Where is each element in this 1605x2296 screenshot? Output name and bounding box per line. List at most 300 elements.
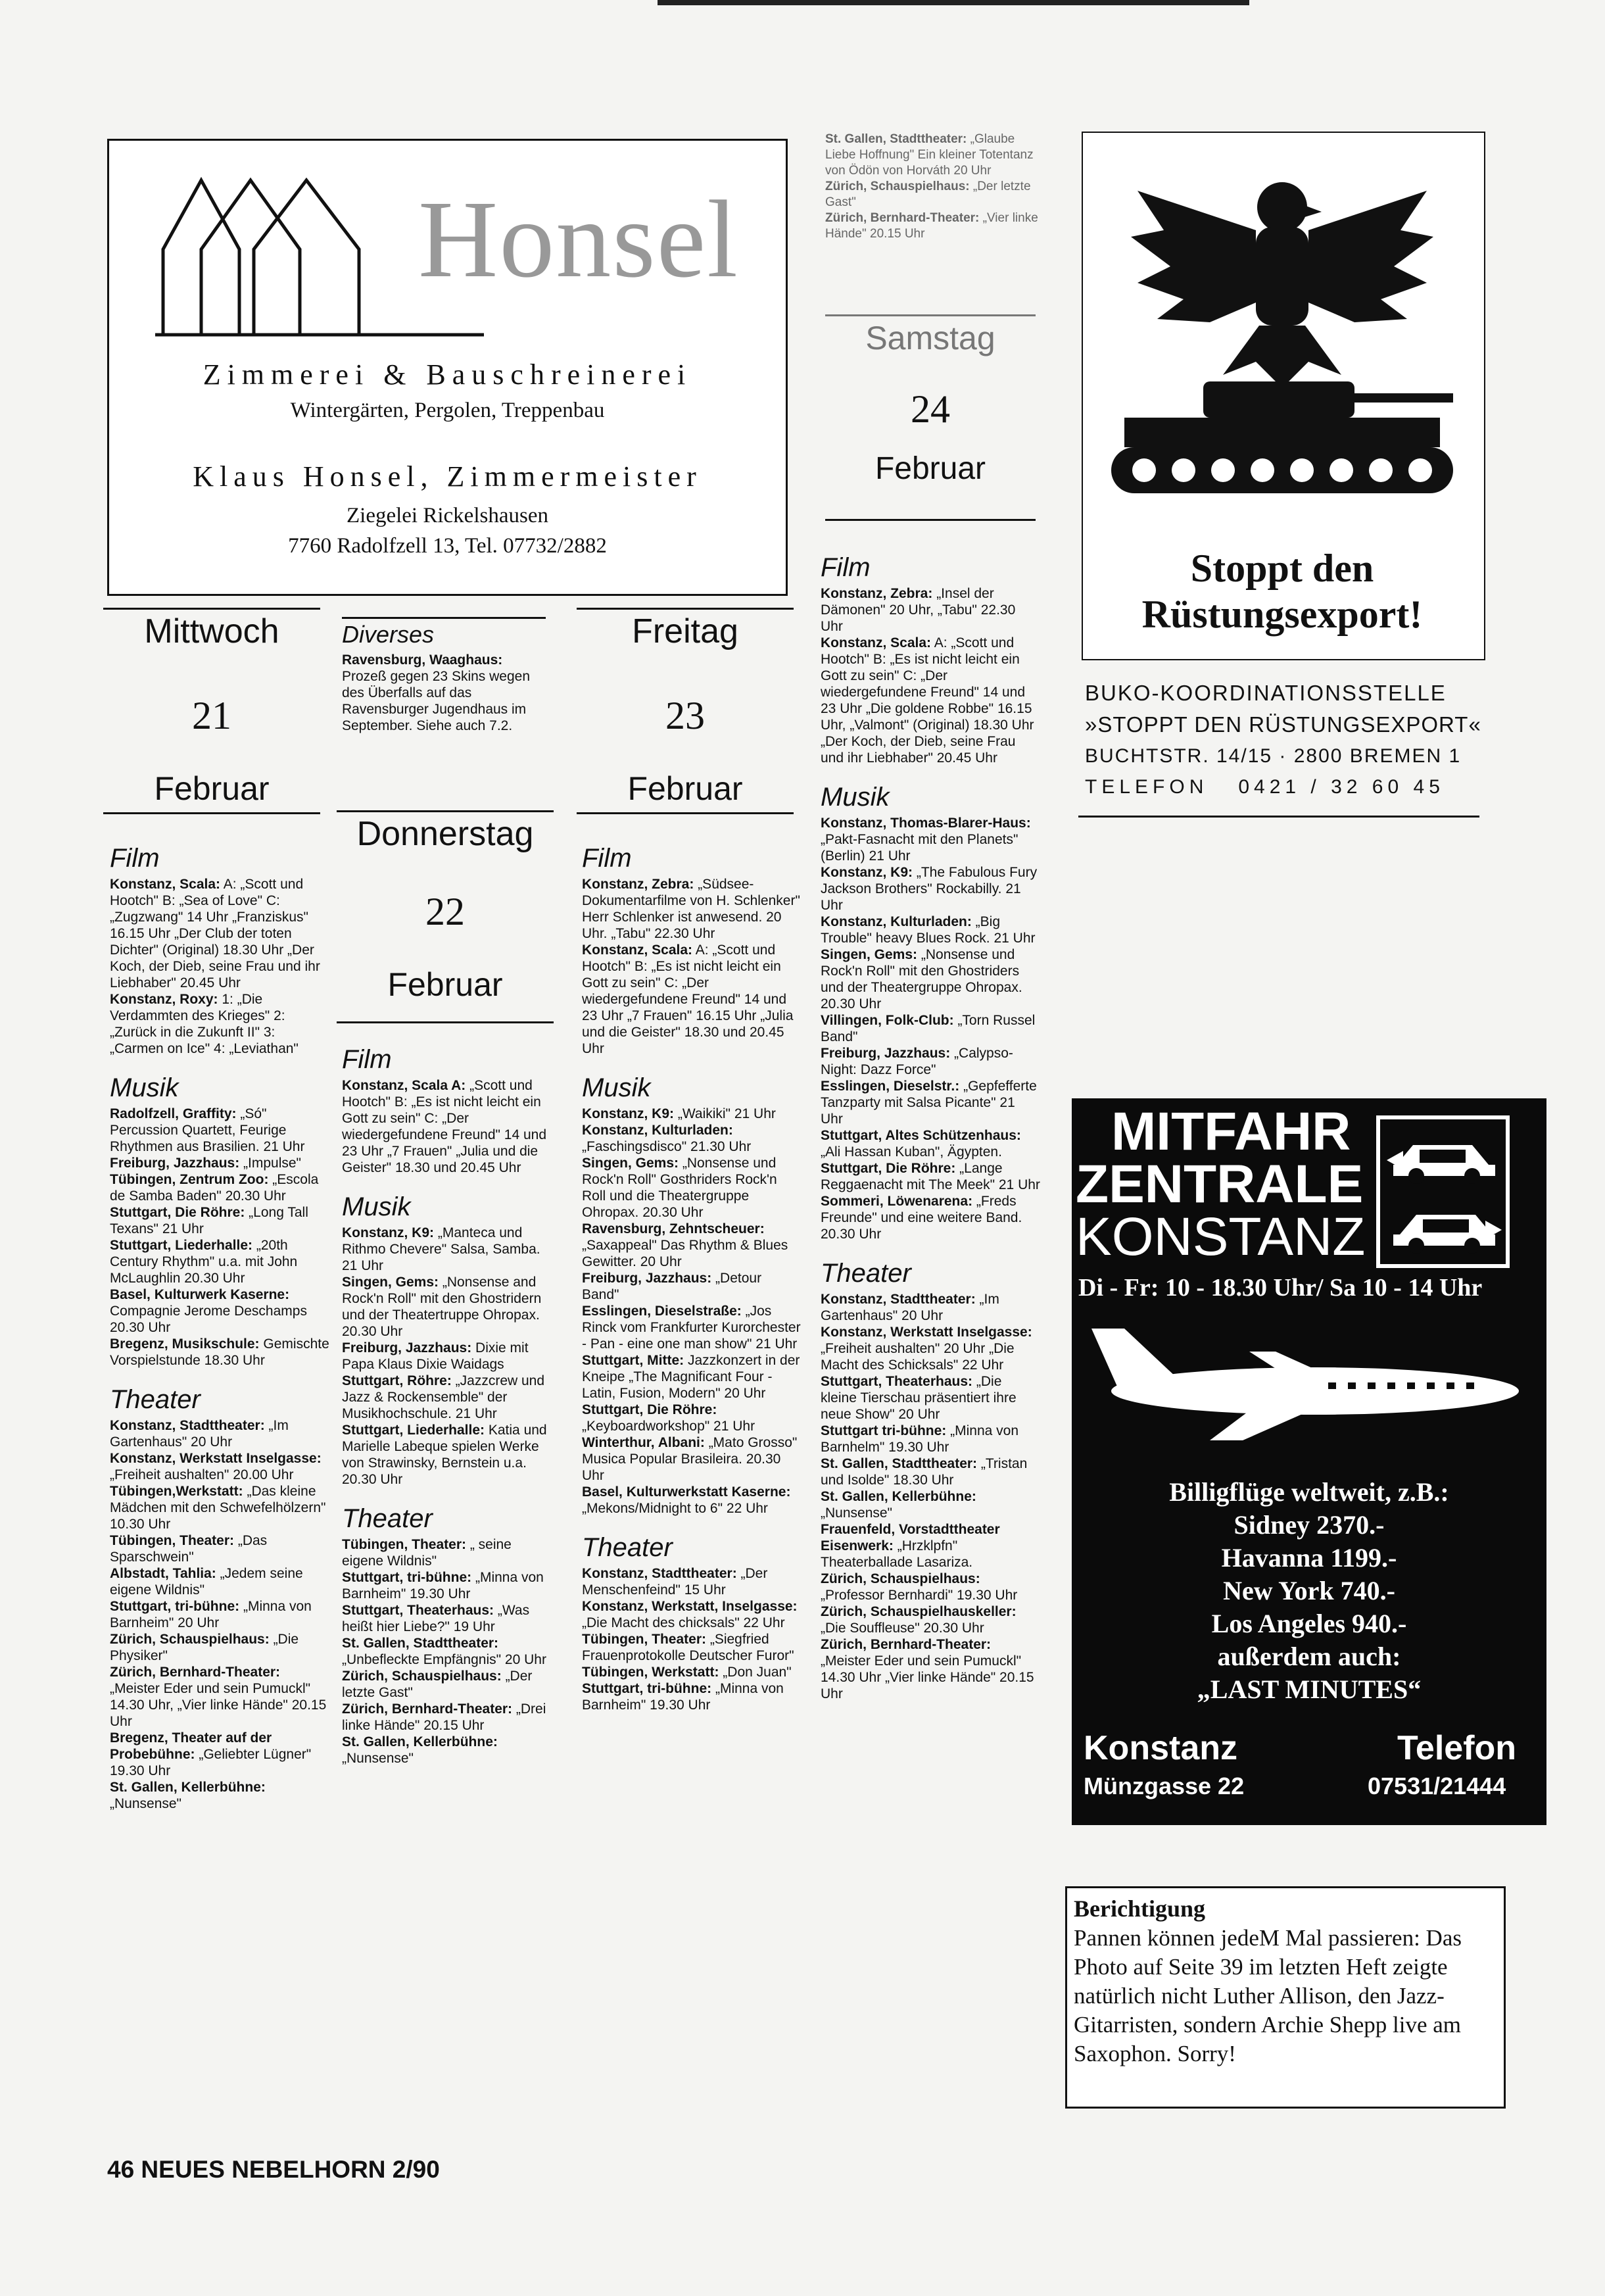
- day-header-donnerstag: [337, 810, 554, 1023]
- listing-entry: [110, 1532, 330, 1565]
- listing-entry: [582, 942, 802, 1057]
- venue: Konstanz, Scala:: [821, 635, 932, 650]
- section-diverses: Diverses: [342, 621, 435, 648]
- ruestung-address-1: BUKO-KOORDINATIONSSTELLE: [1085, 681, 1447, 705]
- day-number: 23: [665, 694, 705, 737]
- scan-top-edge: [658, 0, 1249, 5]
- listing-entry: [821, 1045, 1041, 1078]
- venue: Ravensburg, Zehntscheuer:: [582, 1221, 765, 1236]
- section-film: Film: [110, 844, 160, 873]
- col-freitag-listing: [582, 843, 802, 1713]
- event-info: „Saxappeal" Das Rhythm & Blues Gewitter. 20 Uhr: [582, 1238, 788, 1269]
- listing-entry: [110, 1237, 330, 1286]
- listing-entry: [110, 1204, 330, 1237]
- section-musik: Musik: [110, 1073, 179, 1102]
- day-number: 22: [425, 890, 465, 933]
- listing-entry: [825, 210, 1042, 242]
- event-info: A: „Scott und Hootch" B: „Es ist nicht leicht ein Gott zu sein" C: „Der wiedergefundene Freund" 14 und 23 Uhr „7 Frauen" 16.15 Uhr „Julia und die Geister" 18.30 und 20.45 Uhr: [582, 942, 794, 1056]
- venue: Singen, Gems:: [342, 1275, 439, 1290]
- event-info: „Freiheit aushalten" 20 Uhr „Die Macht des Schicksals" 22 Uhr: [821, 1341, 1015, 1373]
- event-info: „Waikiki" 21 Uhr: [674, 1106, 776, 1121]
- venue: Stuttgart, tri-bühne:: [342, 1570, 472, 1585]
- venue: Stuttgart, tri-bühne:: [110, 1599, 240, 1614]
- mitfahr-extra-1: außerdem auch:: [1217, 1642, 1401, 1671]
- listing-entry: [821, 1571, 1041, 1603]
- mitfahr-title-1: MITFAHR: [1111, 1102, 1351, 1161]
- col-top-right-listing: [825, 132, 1042, 242]
- event-info: „Im Gartenhaus" 20 Uhr: [821, 1292, 999, 1323]
- listing-entry: [110, 1631, 330, 1664]
- venue: Villingen, Folk-Club:: [821, 1013, 954, 1028]
- event-info: „Nunsense": [110, 1796, 182, 1811]
- ruestung-address-3: BUCHTSTR. 14/15 · 2800 BREMEN 1: [1085, 745, 1462, 767]
- event-info: „Torn Russel Band": [821, 1013, 1036, 1044]
- listing-entry: [821, 1488, 1041, 1521]
- venue: Zürich, Bernhard-Theater:: [342, 1701, 513, 1717]
- event-info: „Der letzte Gast": [342, 1669, 533, 1700]
- listing-entry: [342, 1225, 552, 1274]
- listing-entry: [110, 1450, 330, 1483]
- listing-entry: [821, 1521, 1041, 1571]
- mitfahr-ad: [1072, 1098, 1546, 1825]
- event-info: „Lange Reggaenacht mit The Meek" 21 Uhr: [821, 1161, 1040, 1192]
- listing-entry: [582, 1303, 802, 1352]
- event-info: „Die Physiker": [110, 1632, 299, 1663]
- day-number: 24: [911, 387, 950, 431]
- venue: Basel, Kulturwerkstatt Kaserne:: [582, 1484, 791, 1500]
- listing-entry: [110, 991, 330, 1057]
- listing-entry: [342, 1422, 552, 1488]
- car-icon: [1387, 1198, 1502, 1258]
- event-info: „Detour Band": [582, 1271, 762, 1302]
- venue: Konstanz, Werkstatt, Inselgasse:: [582, 1599, 798, 1614]
- mitfahr-hours: Di - Fr: 10 - 18.30 Uhr/ Sa 10 - 14 Uhr: [1078, 1274, 1483, 1302]
- venue: Stuttgart, Die Röhre:: [110, 1205, 245, 1220]
- col-donnerstag-listing: [342, 1044, 552, 1767]
- event-info: „Nunsense": [821, 1505, 893, 1521]
- event-info: „Freds Freunde" und eine weitere Band. 20.30 Uhr: [821, 1194, 1022, 1242]
- event-info: Katia und Marielle Labeque spielen Werke von Strawinsky, Bernstein u.a. 20.30 Uhr: [342, 1423, 547, 1487]
- venue: Stuttgart, Die Röhre:: [582, 1402, 717, 1417]
- event-info: „The Fabulous Fury Jackson Brothers" Rockabilly. 21 Uhr: [821, 865, 1038, 913]
- venue: Stuttgart, Mitte:: [582, 1353, 684, 1368]
- venue: Zürich, Schauspielhaus:: [825, 180, 970, 193]
- venue: St. Gallen, Kellerbühne:: [821, 1489, 976, 1504]
- listing-entry: [110, 1417, 330, 1450]
- honsel-services: Wintergärten, Pergolen, Treppenbau: [290, 399, 605, 422]
- day-name: Donnerstag: [356, 815, 534, 853]
- section-theater: Theater: [342, 1504, 433, 1533]
- section-musik: Musik: [342, 1192, 411, 1221]
- section-theater: Theater: [110, 1385, 201, 1414]
- correction-text: Pannen können jedeM Mal passieren: Das Photo auf Seite 39 im letzten Heft zeigte natürlich nicht Luther Allison, den Jazz-Gitarristen, sondern Archie Shepp live am Saxophon. Sorry!: [1074, 1925, 1462, 2066]
- event-info: 1: „Die Verdammten des Krieges" 2: „Zurück in die Zukunft II" 3: „Carmen on Ice" 4: „Leviathan": [110, 992, 299, 1056]
- event-info: „Mato Grosso" Musica Popular Brasileira. 20.30 Uhr: [582, 1435, 798, 1483]
- car-panel: [1376, 1115, 1510, 1268]
- listing-entry: [110, 1598, 330, 1631]
- event-info: „Der Menschenfeind" 15 Uhr: [582, 1566, 768, 1598]
- col-mittwoch-listing: [110, 843, 330, 1812]
- event-info: „Nonsense und Rock'n Roll" mit den Ghostriders und der Theatergruppe Ohropax. 20.30 Uhr: [821, 947, 1022, 1012]
- listing-entry: [342, 1701, 552, 1734]
- listing-entry: [582, 1664, 802, 1680]
- event-info: „Minna von Barnheim" 19.30 Uhr: [582, 1681, 784, 1713]
- event-info: „Don Juan": [719, 1665, 792, 1680]
- listing-entry: [582, 1434, 802, 1484]
- day-header-samstag: [825, 314, 1036, 521]
- section-film: Film: [821, 553, 871, 582]
- event-info: „Jazzcrew und Jazz & Rockensemble" der Musikhochschule. 21 Uhr: [342, 1373, 545, 1421]
- event-info: „Mekons/Midnight to 6" 22 Uhr: [582, 1501, 768, 1516]
- section-film: Film: [342, 1045, 392, 1074]
- venue: Freiburg, Jazzhaus:: [342, 1340, 472, 1356]
- ruestung-address-2: »STOPPT DEN RÜSTUNGSEXPORT«: [1085, 712, 1481, 737]
- honsel-owner: Klaus Honsel, Zimmermeister: [193, 460, 702, 493]
- event-info: „Impulse": [239, 1156, 302, 1171]
- event-info: „Scott und Hootch" B: „Es ist nicht leicht ein Gott zu sein" C: „Der wiedergefundene Freund" 14 und 23 Uhr „7 Frauen" „Julia und die Geister" 18.30 und 20.45 Uhr: [342, 1078, 547, 1175]
- venue: Stuttgart, Theaterhaus:: [821, 1374, 973, 1389]
- event-info: „Pakt-Fasnacht mit den Planets" (Berlin) 21 Uhr: [821, 832, 1018, 864]
- honsel-logo: Honsel: [418, 178, 739, 301]
- venue: St. Gallen, Stadttheater:: [825, 132, 967, 146]
- event-info: „Meister Eder und sein Pumuckl" 14.30 Uhr „Vier linke Hände" 20.15 Uhr: [821, 1653, 1034, 1701]
- venue: Basel, Kulturwerk Kaserne:: [110, 1287, 290, 1302]
- venue: Konstanz, Stadttheater:: [821, 1292, 976, 1307]
- event-info: „Insel der Dämonen" 20 Uhr, „Tabu" 22.30 Uhr: [821, 586, 1016, 634]
- listing-entry: [821, 1324, 1041, 1373]
- event-info: Dixie mit Papa Klaus Dixie Waidags: [342, 1340, 529, 1372]
- ruestung-address-4: TELEFON 0421 / 32 60 45: [1085, 776, 1445, 798]
- venue: Ravensburg, Waaghaus:: [342, 652, 503, 668]
- event-info: „Escola de Samba Baden" 20.30 Uhr: [110, 1172, 319, 1204]
- listing-entry: [342, 1734, 552, 1767]
- page-footer: 46 NEUES NEBELHORN 2/90: [107, 2156, 440, 2183]
- venue: Konstanz, Werkstatt Inselgasse:: [110, 1451, 322, 1466]
- event-info: „ seine eigene Wildnis": [342, 1537, 512, 1569]
- venue: Radolfzell, Graffity:: [110, 1106, 237, 1121]
- listing-entry: [821, 1160, 1041, 1193]
- col-diverses-listing: [342, 617, 546, 734]
- event-info: „Faschingsdisco" 21.30 Uhr: [582, 1139, 752, 1154]
- venue: Konstanz, K9:: [582, 1106, 675, 1121]
- event-info: „Die Souffleuse" 20.30 Uhr: [821, 1621, 984, 1636]
- listing-entry: [821, 585, 1041, 635]
- venue: Konstanz, Zebra:: [582, 877, 694, 892]
- venue: Esslingen, Dieselstraße:: [582, 1304, 742, 1319]
- listing-entry: [342, 1536, 552, 1569]
- event-info: „Ali Hassan Kuban", Ägypten.: [821, 1144, 1002, 1160]
- venue: Winterthur, Albani:: [582, 1435, 705, 1450]
- venue: St. Gallen, Stadttheater:: [342, 1636, 499, 1651]
- day-month: Februar: [874, 451, 986, 486]
- divider: [1078, 816, 1479, 818]
- listing-entry: [342, 1373, 552, 1422]
- venue: Bregenz, Musikschule:: [110, 1336, 260, 1352]
- event-info: „Professor Bernhardi" 19.30 Uhr: [821, 1588, 1018, 1603]
- listing-entry: [342, 1602, 552, 1635]
- event-info: „Geliebter Lügner" 19.30 Uhr: [110, 1747, 312, 1778]
- listing-entry: [342, 1668, 552, 1701]
- listing-entry: [821, 635, 1041, 766]
- listing-entry: [342, 1077, 552, 1176]
- event-info: „Vier linke Hände" 20.15 Uhr: [825, 211, 1038, 241]
- listing-entry: [821, 1127, 1041, 1160]
- event-info: „Minna von Barnhelm" 19.30 Uhr: [821, 1423, 1019, 1455]
- venue: Singen, Gems:: [821, 947, 918, 962]
- listing-entry: [582, 1565, 802, 1598]
- listing-entry: [582, 1402, 802, 1434]
- fare-new-york: New York 740.-: [1223, 1576, 1395, 1605]
- listing-entry: [582, 1680, 802, 1713]
- venue: Tübingen,Werkstatt:: [110, 1484, 243, 1499]
- venue: Stuttgart tri-bühne:: [821, 1423, 947, 1438]
- event-info: A: „Scott und Hootch" B: „Es ist nicht leicht ein Gott zu sein" C: „Der wiedergefundene Freund" 14 und 23 Uhr „Die goldene Robbe" 16.15 Uhr, „Valmont" (Original) 18.30 Uhr „Der Koch, der Dieb, seine Frau und ihr Liebhaber" 20.45 Uhr: [821, 635, 1034, 766]
- listing-entry: [110, 1286, 330, 1336]
- event-info: „Big Trouble" heavy Blues Rock. 21 Uhr: [821, 914, 1036, 946]
- venue: Konstanz, Kulturladen:: [582, 1123, 733, 1138]
- day-name: Freitag: [632, 612, 738, 650]
- correction-title: Berichtigung: [1074, 1895, 1206, 1922]
- listing-entry: [582, 1221, 802, 1270]
- listing-entry: [582, 1155, 802, 1221]
- venue: Tübingen, Zentrum Zoo:: [110, 1172, 269, 1187]
- mitfahr-intro: Billigflüge weltweit, z.B.:: [1169, 1477, 1449, 1507]
- venue: Konstanz, Stadttheater:: [582, 1566, 737, 1581]
- correction-box: [1065, 1886, 1506, 2109]
- venue: Konstanz, Scala:: [582, 942, 693, 958]
- listing-entry: [825, 179, 1042, 210]
- ruestung-slogan-line2: Rüstungsexport!: [1141, 593, 1423, 636]
- col-samstag-listing: [821, 552, 1041, 1702]
- listing-entry: [821, 1455, 1041, 1488]
- event-info: Gemischte Vorspielstunde 18.30 Uhr: [110, 1336, 329, 1368]
- listing-entry: [821, 1078, 1041, 1127]
- event-info: „Jedem seine eigene Wildnis": [110, 1566, 303, 1598]
- event-info: „Manteca und Rithmo Chevere" Salsa, Samba. 21 Uhr: [342, 1225, 540, 1273]
- listing-entry: [110, 1779, 330, 1812]
- listing-entry: [821, 1636, 1041, 1702]
- venue: Freiburg, Jazzhaus:: [110, 1156, 240, 1171]
- section-musik: Musik: [821, 783, 890, 812]
- venue: Zürich, Schauspielhaus:: [342, 1669, 502, 1684]
- venue: Konstanz, Scala:: [110, 877, 221, 892]
- venue: St. Gallen, Kellerbühne:: [110, 1780, 266, 1795]
- listing-entry: [110, 1155, 330, 1171]
- venue: Stuttgart, Liederhalle:: [110, 1238, 253, 1253]
- listing-entry: [821, 914, 1041, 946]
- section-film: Film: [582, 844, 632, 873]
- event-info: Jazzkonzert in der Kneipe „The Magnificant Four - Latin, Fusion, Modern" 20 Uhr: [582, 1353, 800, 1401]
- venue: Stuttgart, tri-bühne:: [582, 1681, 712, 1696]
- mitfahr-city: Konstanz: [1084, 1729, 1237, 1767]
- event-info: „Só" Percussion Quartett, Feurige Rhythmen aus Brasilien. 21 Uhr: [110, 1106, 305, 1154]
- event-info: A: „Scott und Hootch" B: „Sea of Love" C: „Zugzwang" 14 Uhr „Franziskus" 16.15 Uhr „Der Club der toten Dichter" (Original) 18.30 Uhr „Der Koch, der Dieb, seine Frau und ihr Liebhaber" 20.45 Uhr: [110, 877, 320, 990]
- car-icon: [1387, 1129, 1502, 1188]
- venue: Zürich, Bernhard-Theater:: [825, 211, 980, 225]
- airplane-icon: [1078, 1315, 1539, 1447]
- venue: Stuttgart, Röhre:: [342, 1373, 452, 1388]
- event-info: „Der letzte Gast": [825, 180, 1031, 209]
- event-info: „Freiheit aushalten" 20.00 Uhr: [110, 1467, 294, 1482]
- venue: Zürich, Schauspielhauskeller:: [821, 1604, 1017, 1619]
- day-name: Samstag: [865, 320, 995, 356]
- venue: Zürich, Schauspielhaus:: [821, 1571, 980, 1586]
- event-info: „Nunsense": [342, 1751, 414, 1766]
- venue: St. Gallen, Stadttheater:: [821, 1456, 978, 1471]
- event-info: „Was heißt hier Liebe?" 19 Uhr: [342, 1603, 530, 1634]
- venue: St. Gallen, Kellerbühne:: [342, 1734, 498, 1749]
- venue: Freiburg, Jazzhaus:: [582, 1271, 712, 1286]
- venue: Konstanz, Kulturladen:: [821, 914, 972, 929]
- venue: Sommeri, Löwenarena:: [821, 1194, 973, 1209]
- listing-entry: [110, 876, 330, 991]
- listing-entry: [110, 1171, 330, 1204]
- listing-entry: [110, 1336, 330, 1369]
- venue: Konstanz, K9:: [821, 865, 913, 880]
- venue: Stuttgart, Altes Schützenhaus:: [821, 1128, 1021, 1143]
- event-info: Compagnie Jerome Deschamps 20.30 Uhr: [110, 1304, 307, 1335]
- venue: Zürich, Bernhard-Theater:: [110, 1665, 281, 1680]
- venue: Frauenfeld, Vorstadttheater Eisenwerk:: [821, 1522, 1000, 1553]
- listing-entry: [110, 1730, 330, 1779]
- mitfahr-extra-2: „LAST MINUTES“: [1197, 1674, 1422, 1704]
- venue: Esslingen, Dieselstr.:: [821, 1079, 960, 1094]
- listing-entry: [110, 1664, 330, 1730]
- honsel-ad: [107, 139, 788, 596]
- event-info: „Die kleine Tierschau präsentiert ihre neue Show" 20 Uhr: [821, 1374, 1017, 1422]
- venue: Tübingen, Theater:: [342, 1537, 466, 1552]
- event-info: „Nonsense and Rock'n Roll" mit den Ghostridern und der Theatertruppe Ohropax. 20.30 Uhr: [342, 1275, 542, 1339]
- venue: Konstanz, Zebra:: [821, 586, 933, 601]
- listing-entry: [582, 1270, 802, 1303]
- honsel-location: Ziegelei Rickelshausen: [347, 504, 548, 527]
- event-info: „Tristan und Isolde" 18.30 Uhr: [821, 1456, 1028, 1488]
- section-musik: Musik: [582, 1073, 651, 1102]
- mitfahr-phone-label: Telefon: [1397, 1729, 1517, 1767]
- listing-entry: [582, 1106, 802, 1122]
- venue: Konstanz, Werkstatt Inselgasse:: [821, 1325, 1032, 1340]
- listing-entry: [582, 1631, 802, 1664]
- event-info: „Keyboardworkshop" 21 Uhr: [582, 1419, 755, 1434]
- venue: Freiburg, Jazzhaus:: [821, 1046, 951, 1061]
- venue: Singen, Gems:: [582, 1156, 679, 1171]
- venue: Albstadt, Tahlia:: [110, 1566, 216, 1581]
- venue: Stuttgart, Die Röhre:: [821, 1161, 956, 1176]
- venue: Zürich, Bernhard-Theater:: [821, 1637, 992, 1652]
- event-info: „Die Macht des chicksals" 22 Uhr: [582, 1615, 785, 1630]
- listing-entry: [342, 652, 546, 734]
- day-month: Februar: [154, 770, 270, 807]
- event-info: „Gepfefferte Tanzparty mit Salsa Picante" 21 Uhr: [821, 1079, 1037, 1127]
- listing-entry: [582, 1598, 802, 1631]
- event-info: „Siegfried Frauenprotokolle Deutscher Furor": [582, 1632, 794, 1663]
- event-info: „Das Sparschwein": [110, 1533, 268, 1565]
- day-month: Februar: [387, 966, 503, 1003]
- venue: Konstanz, Scala A:: [342, 1078, 466, 1093]
- listing-entry: [110, 1106, 330, 1155]
- listing-entry: [821, 864, 1041, 914]
- event-info: „Südsee-Dokumentarfilme von H. Schlenker" Herr Schlenker ist anwesend. 20 Uhr. „Tabu" 22.30 Uhr: [582, 877, 800, 941]
- listing-entry: [821, 1193, 1041, 1242]
- listing-entry: [825, 132, 1042, 179]
- venue: Stuttgart, Liederhalle:: [342, 1423, 485, 1438]
- fare-havanna: Havanna 1199.-: [1221, 1543, 1397, 1573]
- honsel-trade: Zimmerei & Bauschreinerei: [203, 358, 692, 391]
- venue: Konstanz, Thomas-Blarer-Haus:: [821, 816, 1031, 831]
- day-header-mittwoch: [103, 608, 320, 814]
- day-month: Februar: [627, 770, 743, 807]
- listing-entry: [821, 1423, 1041, 1455]
- mitfahr-title-3: KONSTANZ: [1076, 1207, 1366, 1267]
- event-info: „Das kleine Mädchen mit den Schwefelhölzern" 10.30 Uhr: [110, 1484, 326, 1532]
- event-info: „Jos Rinck vom Frankfurter Kurorchester - Pan - eine one man show" 21 Uhr: [582, 1304, 801, 1352]
- listing-entry: [342, 1635, 552, 1668]
- venue: Konstanz, Stadttheater:: [110, 1418, 265, 1433]
- venue: Tübingen, Theater:: [582, 1632, 706, 1647]
- listing-entry: [110, 1565, 330, 1598]
- listing-entry: [582, 1484, 802, 1517]
- listing-entry: [821, 815, 1041, 864]
- venue: Konstanz, Roxy:: [110, 992, 218, 1007]
- event-info: „Im Gartenhaus" 20 Uhr: [110, 1418, 289, 1450]
- event-info: „20th Century Rhythm" u.a. mit John McLaughlin 20.30 Uhr: [110, 1238, 298, 1286]
- event-info: „Minna von Barnheim" 20 Uhr: [110, 1599, 312, 1630]
- listing-entry: [821, 1373, 1041, 1423]
- event-info: „Glaube Liebe Hoffnung" Ein kleiner Totentanz von Ödön von Horváth 20 Uhr: [825, 132, 1034, 178]
- venue: Konstanz, K9:: [342, 1225, 435, 1240]
- event-info: „Hrzklpfn" Theaterballade Lasariza.: [821, 1538, 973, 1570]
- listing-entry: [821, 1291, 1041, 1324]
- listing-entry: [821, 1603, 1041, 1636]
- listing-entry: [582, 1352, 802, 1402]
- venue: Zürich, Schauspielhaus:: [110, 1632, 270, 1647]
- listing-entry: [342, 1340, 552, 1373]
- listing-entry: [582, 876, 802, 942]
- listing-entry: [582, 1122, 802, 1155]
- section-theater: Theater: [582, 1533, 673, 1562]
- venue: Tübingen, Werkstatt:: [582, 1665, 719, 1680]
- event-info: „Unbefleckte Empfängnis" 20 Uhr: [342, 1652, 546, 1667]
- ruestung-ad: [1078, 132, 1486, 822]
- mitfahr-title-2: ZENTRALE: [1076, 1154, 1364, 1214]
- day-name: Mittwoch: [144, 612, 279, 650]
- day-header-freitag: [577, 608, 794, 814]
- event-info: „Nonsense und Rock'n Roll" Gosthriders Rock'n Roll und die Theatergruppe Ohropax. 20.30 Uhr: [582, 1156, 777, 1220]
- venue: Stuttgart, Theaterhaus:: [342, 1603, 494, 1618]
- listing-entry: [342, 1569, 552, 1602]
- venue: Bregenz, Theater auf der Probebühne:: [110, 1730, 272, 1762]
- ruestung-slogan-line1: Stoppt den: [1190, 547, 1374, 590]
- fare-los-angeles: Los Angeles 940.-: [1211, 1609, 1407, 1638]
- event-info: „Meister Eder und sein Pumuckl" 14.30 Uhr, „Vier linke Hände" 20.15 Uhr: [110, 1681, 327, 1729]
- listing-entry: [110, 1483, 330, 1532]
- event-info: „Long Tall Texans" 21 Uhr: [110, 1205, 308, 1236]
- honsel-address-phone: 7760 Radolfzell 13, Tel. 07732/2882: [288, 534, 607, 558]
- listing-entry: [342, 1274, 552, 1340]
- mitfahr-phone: 07531/21444: [1368, 1772, 1506, 1799]
- tank-icon: [1105, 368, 1460, 500]
- section-theater: Theater: [821, 1259, 911, 1288]
- event-info: „Drei linke Hände" 20.15 Uhr: [342, 1701, 546, 1733]
- event-info: „Minna von Barnheim" 19.30 Uhr: [342, 1570, 544, 1601]
- venue: Tübingen, Theater:: [110, 1533, 234, 1548]
- day-number: 21: [192, 694, 231, 737]
- event-info: „Calypso-Night: Dazz Force": [821, 1046, 1013, 1077]
- mitfahr-street: Münzgasse 22: [1084, 1772, 1245, 1799]
- listing-entry: [821, 1012, 1041, 1045]
- listing-entry: [821, 946, 1041, 1012]
- fare-sidney: Sidney 2370.-: [1234, 1510, 1385, 1540]
